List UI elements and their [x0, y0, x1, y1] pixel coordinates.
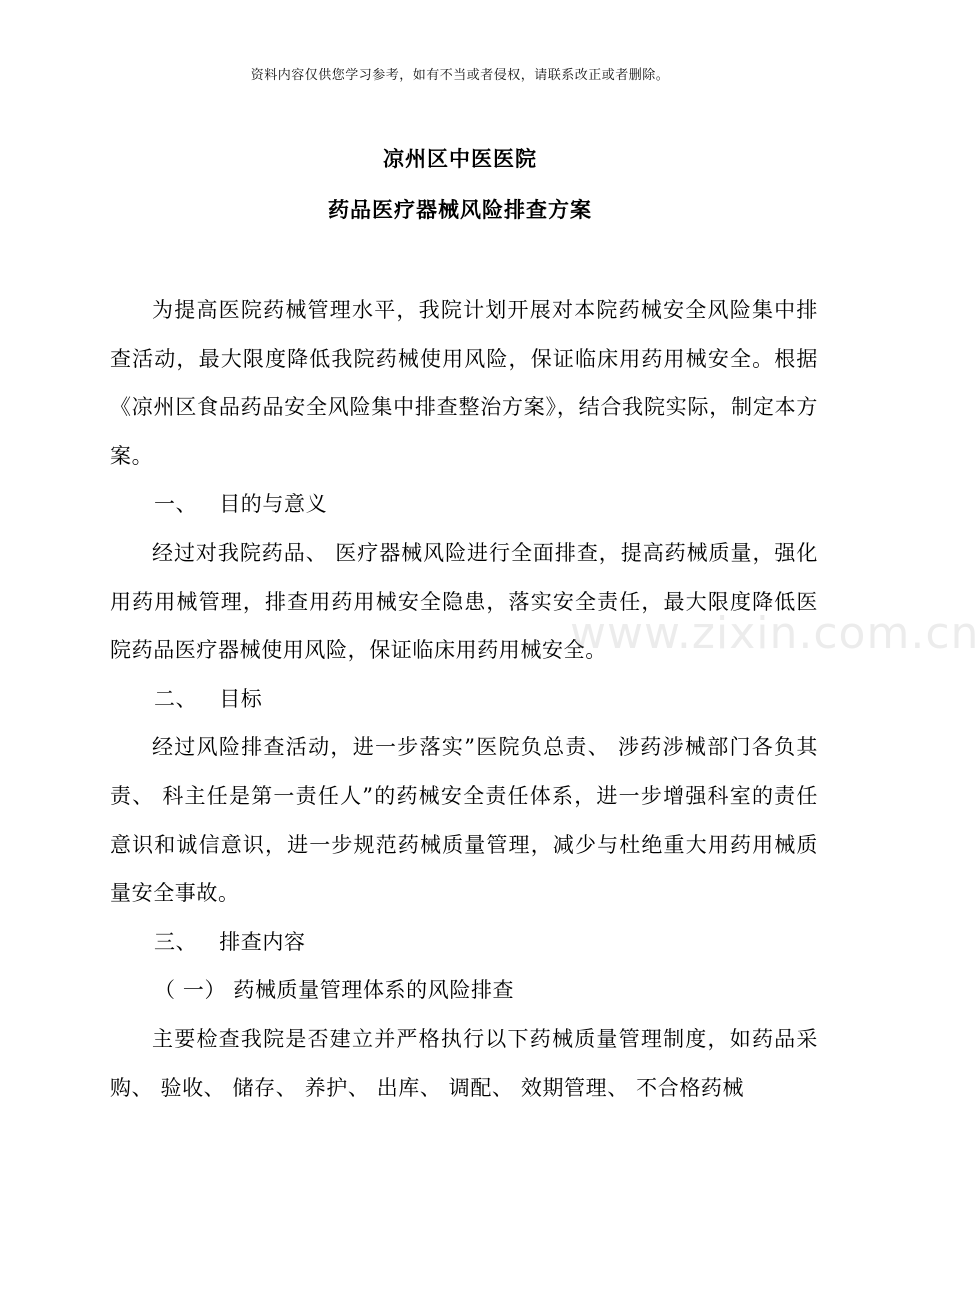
section-title: 目的与意义: [219, 492, 328, 517]
document-title-plan: 药品医疗器械风险排查方案: [328, 198, 592, 222]
document-body: [110, 286, 818, 1112]
section-title: 目标: [219, 686, 263, 711]
watermark: www.zixin.com.cn: [570, 608, 979, 659]
section-heading-purpose: [110, 480, 818, 529]
section-number: 二、: [154, 686, 198, 711]
section-number: 三、: [154, 929, 198, 954]
disclaimer-header: 资料内容仅供您学习参考，如有不当或者侵权，请联系改正或者删除。: [250, 68, 670, 83]
purpose-paragraph: 经过对我院药品、 医疗器械风险进行全面排查，提高药械质量，强化用药用械管理，排查用药用械安全隐患，落实安全责任，最大限度降低医院药品医疗器械使用风险，保证临床用药用械安全。: [110, 540, 818, 663]
section-number: 一、: [154, 492, 198, 517]
goal-paragraph: 经过风险排查活动，进一步落实”医院负总责、 涉药涉械部门各负其责、 科主任是第一责任人”的药械安全责任体系，进一步增强科室的责任意识和诚信意识，进一步规范药械质量管理，减少与杜绝重大用药用械质量安全事故。: [110, 735, 818, 906]
quality-system-paragraph: 主要检查我院是否建立并严格执行以下药械质量管理制度，如药品采购、 验收、 储存、 养护、 出库、 调配、 效期管理、 不合格药械: [110, 1026, 818, 1100]
document-title-hospital: 凉州区中医医院: [383, 147, 537, 171]
section-heading-content: [110, 918, 818, 967]
section-heading-goal: [110, 675, 818, 724]
subsection-heading-quality-system: （ 一） 药械质量管理体系的风险排查: [154, 978, 515, 1003]
intro-paragraph: 为提高医院药械管理水平，我院计划开展对本院药械安全风险集中排查活动，最大限度降低我院药械使用风险，保证临床用药用械安全。根据《凉州区食品药品安全风险集中排查整治方案》，结合我院实际，制定本方案。: [110, 298, 818, 468]
section-title: 排查内容: [219, 929, 306, 954]
